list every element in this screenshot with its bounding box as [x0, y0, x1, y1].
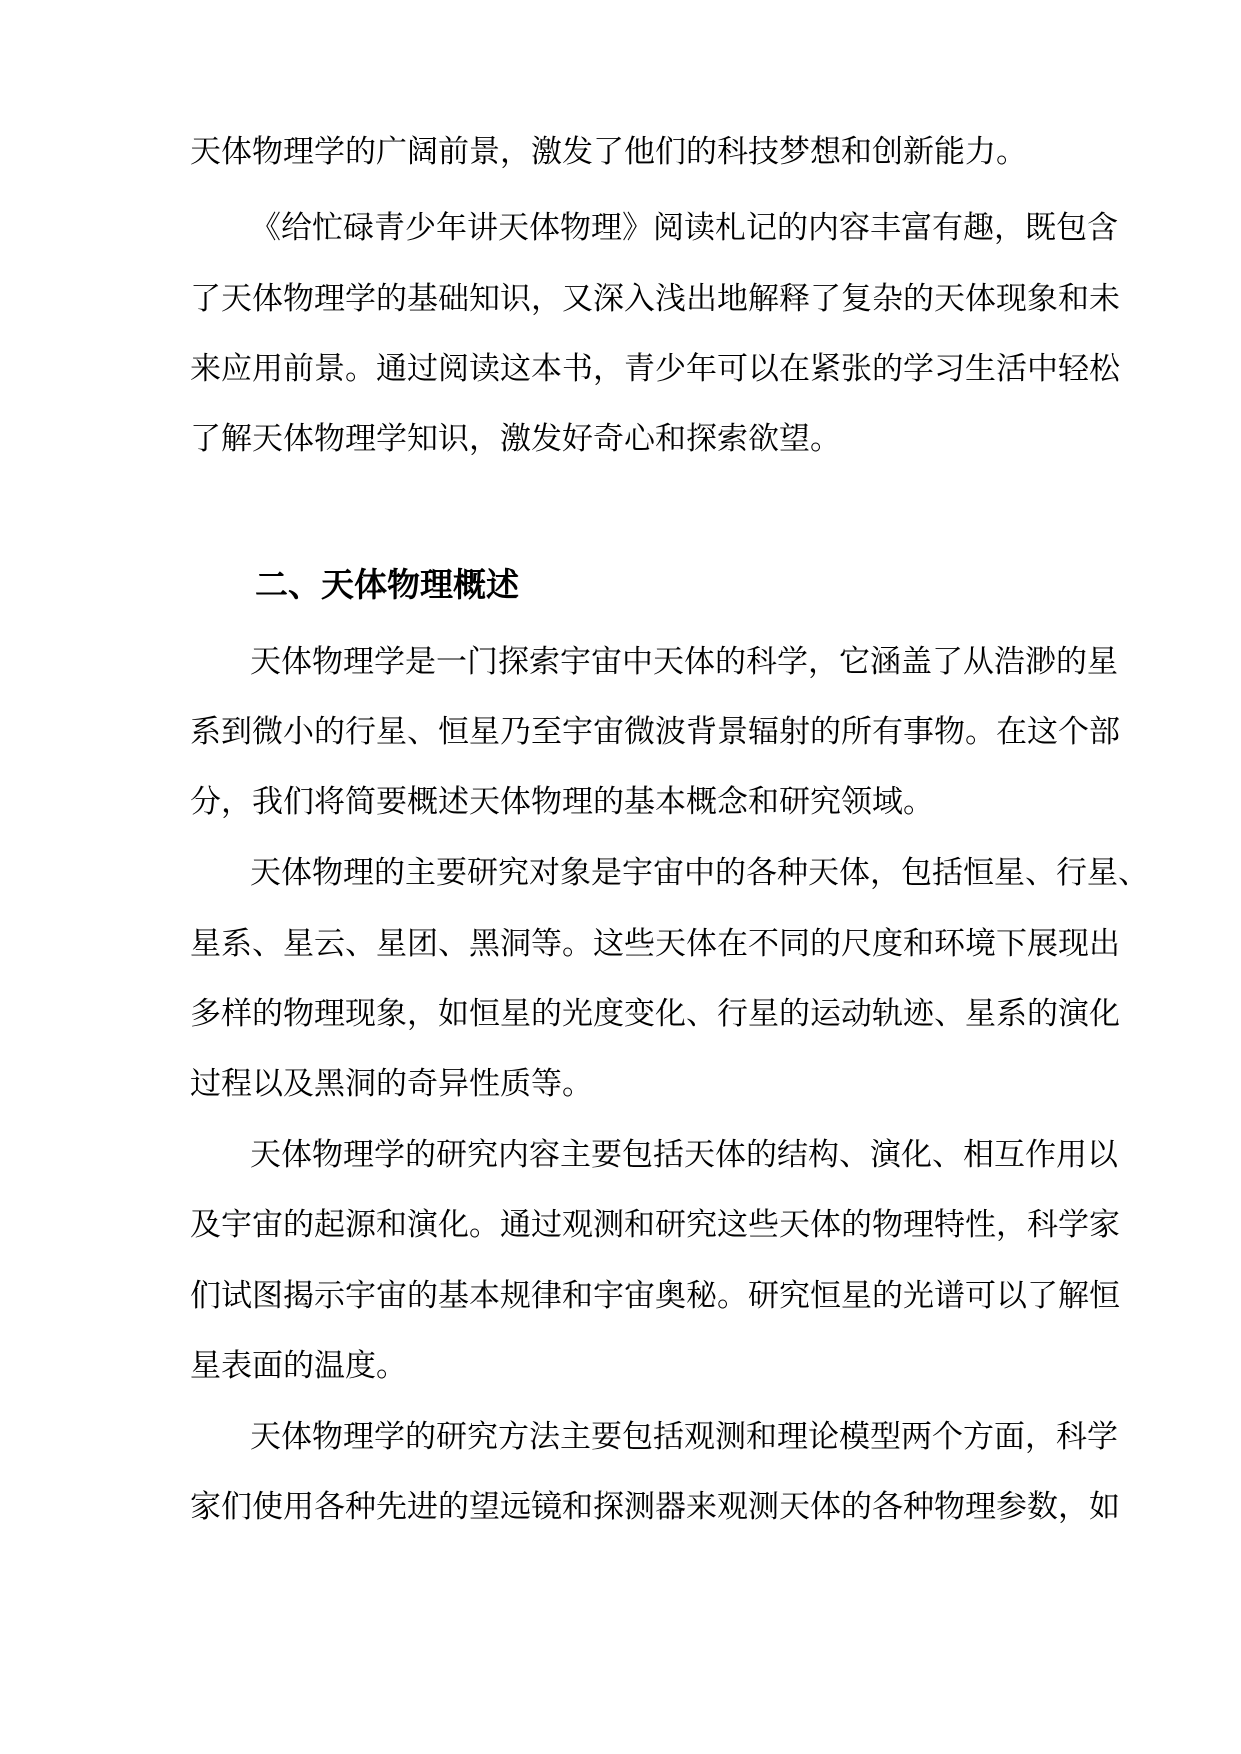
paragraph-methods-line-1: 天体物理学的研究方法主要包括观测和理论模型两个方面，科学	[250, 1419, 1118, 1455]
paragraph-content-line-1: 天体物理学的研究内容主要包括天体的结构、演化、相互作用以	[250, 1137, 1118, 1173]
paragraph-overview-line-2: 系到微小的行星、恒星乃至宇宙微波背景辐射的所有事物。在这个部	[190, 714, 1120, 750]
paragraph-content-line-3: 们试图揭示宇宙的基本规律和宇宙奥秘。研究恒星的光谱可以了解恒	[190, 1278, 1120, 1314]
paragraph-content-line-2: 及宇宙的起源和演化。通过观测和研究这些天体的物理特性，科学家	[190, 1207, 1120, 1243]
paragraph-overview-line-3: 分，我们将简要概述天体物理的基本概念和研究领域。	[190, 784, 934, 820]
paragraph-reading-notes-line-1: 《给忙碌青少年讲天体物理》阅读札记的内容丰富有趣，既包含	[250, 210, 1118, 246]
paragraph-objects-line-3: 多样的物理现象，如恒星的光度变化、行星的运动轨迹、星系的演化	[190, 996, 1120, 1032]
paragraph-overview-line-1: 天体物理学是一门探索宇宙中天体的科学，它涵盖了从浩渺的星	[250, 644, 1118, 680]
paragraph-reading-notes-line-3: 来应用前景。通过阅读这本书，青少年可以在紧张的学习生活中轻松	[190, 351, 1120, 387]
paragraph-reading-notes-line-4: 了解天体物理学知识，激发好奇心和探索欲望。	[190, 421, 841, 457]
paragraph-methods-line-2: 家们使用各种先进的望远镜和探测器来观测天体的各种物理参数，如	[190, 1489, 1120, 1525]
paragraph-content-line-4: 星表面的温度。	[190, 1348, 407, 1384]
paragraph-objects-line-1: 天体物理的主要研究对象是宇宙中的各种天体，包括恒星、行星、	[250, 855, 1149, 891]
section-heading: 二、天体物理概述	[255, 565, 519, 604]
paragraph-intro-end-line-1: 天体物理学的广阔前景，激发了他们的科技梦想和创新能力。	[190, 134, 1027, 170]
paragraph-objects-line-4: 过程以及黑洞的奇异性质等。	[190, 1066, 593, 1102]
paragraph-reading-notes-line-2: 了天体物理学的基础知识，又深入浅出地解释了复杂的天体现象和未	[190, 281, 1120, 317]
paragraph-objects-line-2: 星系、星云、星团、黑洞等。这些天体在不同的尺度和环境下展现出	[190, 926, 1120, 962]
